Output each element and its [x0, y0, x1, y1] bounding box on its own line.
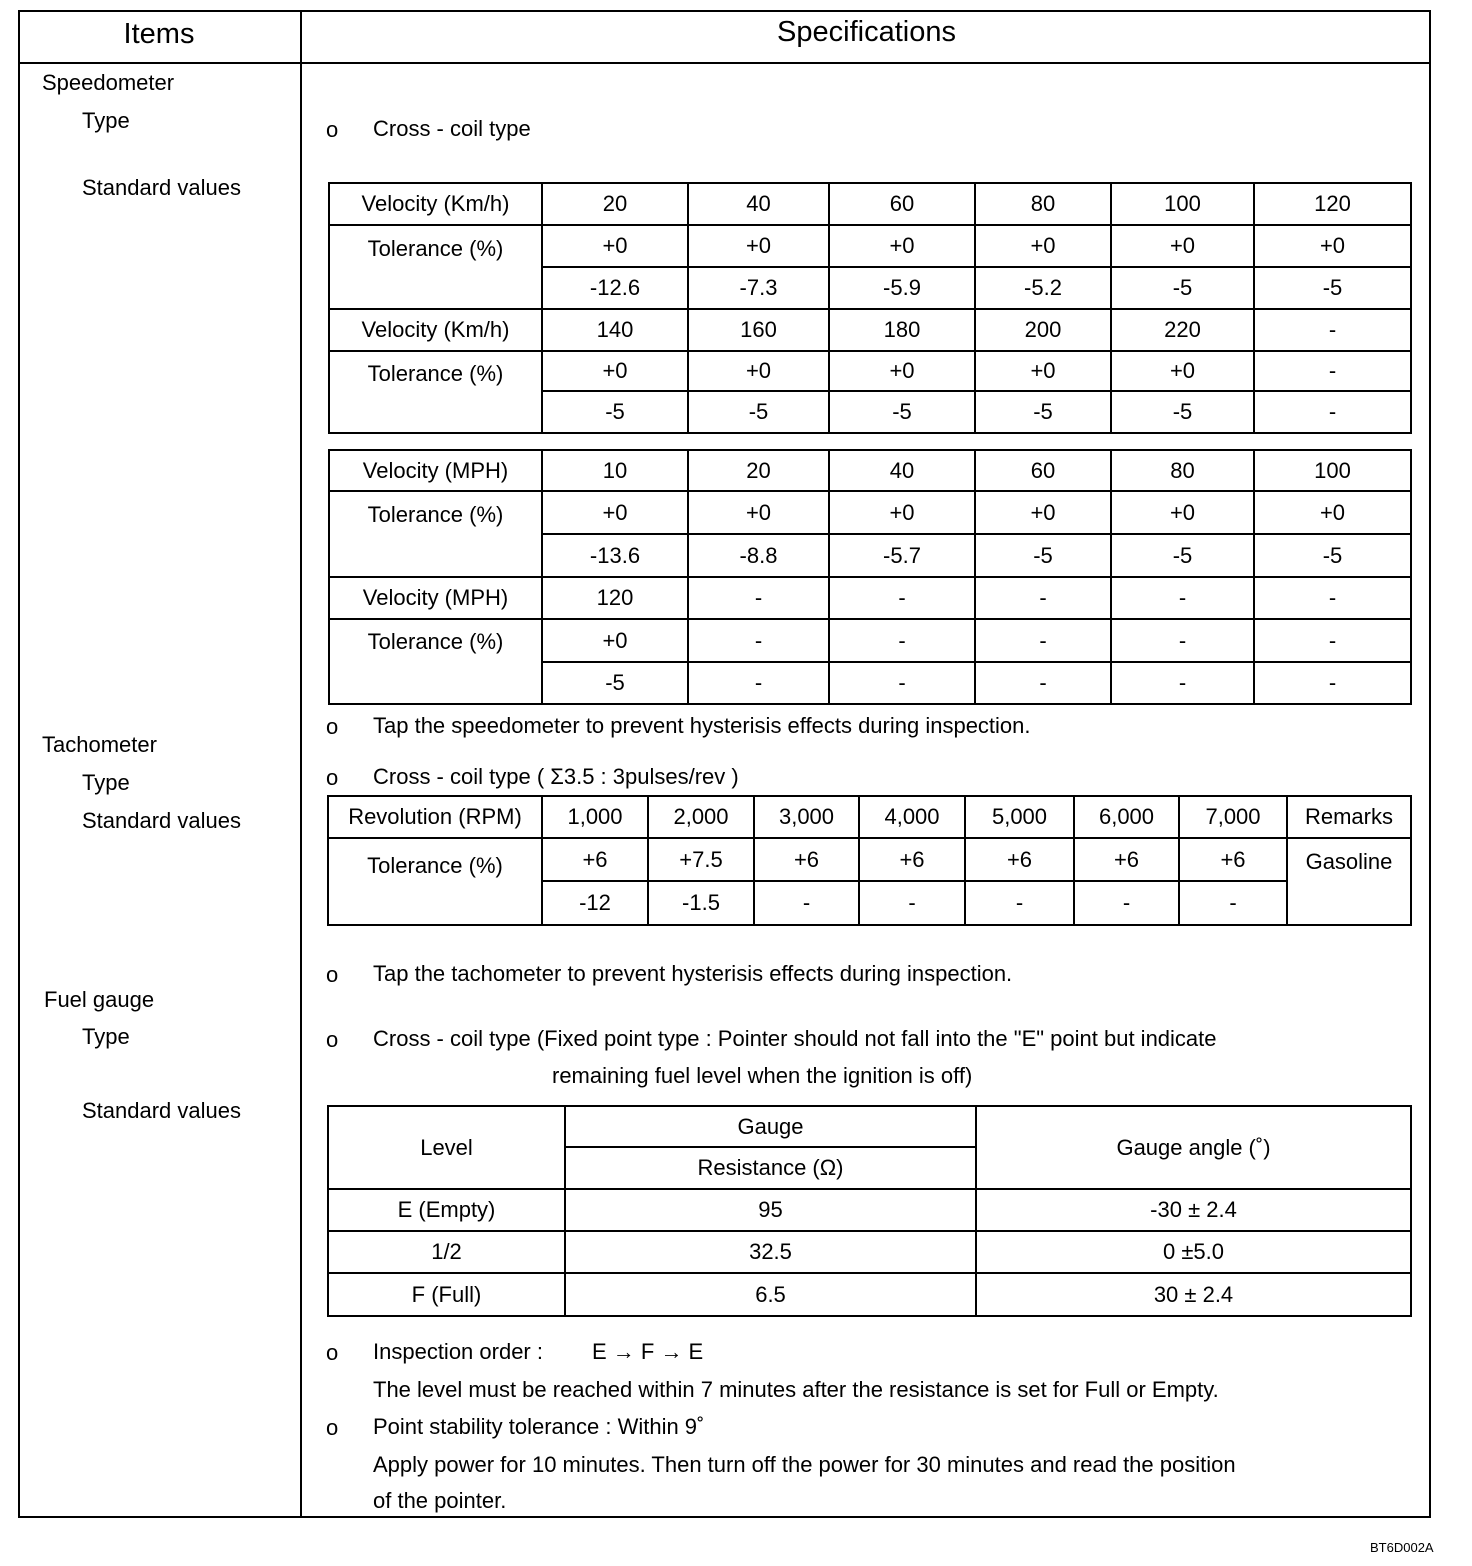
- table-cell: -5: [1254, 534, 1411, 577]
- table-cell: Tolerance (%): [329, 351, 542, 433]
- table-cell: -: [975, 619, 1111, 662]
- column-divider: [300, 10, 302, 1518]
- table-cell: Tolerance (%): [329, 491, 542, 577]
- table-cell: +0: [1111, 351, 1254, 391]
- table-cell: +0: [688, 351, 829, 391]
- table-cell: -5: [1111, 391, 1254, 433]
- table-cell: -5: [1254, 267, 1411, 309]
- table-cell: -: [688, 619, 829, 662]
- table-cell: -12: [542, 881, 648, 925]
- table-row: [329, 619, 1411, 662]
- table-cell: -: [1254, 662, 1411, 704]
- table-cell: Tolerance (%): [329, 619, 542, 704]
- table-cell: 6,000: [1074, 796, 1179, 838]
- table-cell: 40: [688, 183, 829, 225]
- table-cell: -: [859, 881, 965, 925]
- table-cell: -: [1254, 391, 1411, 433]
- table-cell: +0: [542, 225, 688, 267]
- table-cell: +0: [1111, 225, 1254, 267]
- table-cell: -5: [975, 391, 1111, 433]
- inspection-order-label: Inspection order :: [373, 1339, 543, 1364]
- bullet: o: [326, 117, 339, 142]
- table-cell: -5: [975, 534, 1111, 577]
- table-row: [328, 796, 1411, 838]
- table-cell: -: [754, 881, 859, 925]
- table-cell: Velocity (MPH): [329, 577, 542, 619]
- table-cell: +6: [965, 838, 1074, 881]
- bullet: o: [326, 765, 339, 790]
- table-cell: -5.7: [829, 534, 975, 577]
- table-cell: +0: [829, 351, 975, 391]
- table-cell: 60: [829, 183, 975, 225]
- table-cell: 1,000: [542, 796, 648, 838]
- table-cell: 160: [688, 309, 829, 351]
- table-cell: +0: [829, 225, 975, 267]
- table-cell: Gauge angle (˚): [976, 1106, 1411, 1189]
- table-cell: 32.5: [565, 1231, 976, 1273]
- table-cell: 120: [1254, 183, 1411, 225]
- table-cell: -: [829, 662, 975, 704]
- table-cell: 0 ±5.0: [976, 1231, 1411, 1273]
- table-cell: +6: [754, 838, 859, 881]
- items-header: Items: [123, 18, 195, 50]
- bullet: o: [326, 1340, 339, 1365]
- tachometer-label: Tachometer: [42, 732, 157, 757]
- stability-note-line1: Apply power for 10 minutes. Then turn off the power for 30 minutes and read the position: [373, 1452, 1236, 1477]
- tachometer-standard-label: Standard values: [82, 808, 241, 833]
- table-cell: 100: [1254, 450, 1411, 491]
- table-cell: -: [1111, 662, 1254, 704]
- table-cell: 10: [542, 450, 688, 491]
- table-cell: 2,000: [648, 796, 754, 838]
- table-cell: -30 ± 2.4: [976, 1189, 1411, 1231]
- table-cell: 60: [975, 450, 1111, 491]
- table-cell: +0: [688, 491, 829, 534]
- table-cell: 20: [688, 450, 829, 491]
- table-cell: -: [688, 662, 829, 704]
- table-cell: Level: [328, 1106, 565, 1189]
- table-cell: +0: [1111, 491, 1254, 534]
- specifications-header: Specifications: [777, 16, 956, 48]
- table-cell: -: [1254, 619, 1411, 662]
- table-cell: 100: [1111, 183, 1254, 225]
- table-cell: Tolerance (%): [329, 225, 542, 309]
- table-cell: -: [965, 881, 1074, 925]
- table-cell: Gauge: [565, 1106, 976, 1147]
- table-cell: 140: [542, 309, 688, 351]
- table-cell: 120: [542, 577, 688, 619]
- table-cell: 4,000: [859, 796, 965, 838]
- table-cell: -: [1254, 577, 1411, 619]
- tachometer-type-text: Cross - coil type ( Σ3.5 : 3pulses/rev ): [373, 764, 739, 789]
- fuel-type-label: Type: [82, 1024, 130, 1049]
- table-cell: 1/2: [328, 1231, 565, 1273]
- table-cell: Velocity (Km/h): [329, 309, 542, 351]
- table-cell: +0: [542, 619, 688, 662]
- header-divider: [18, 62, 1431, 64]
- speedometer-kmh-table: [328, 182, 1412, 434]
- table-cell: -5.9: [829, 267, 975, 309]
- table-row: [328, 1273, 1411, 1316]
- table-row: [328, 838, 1411, 881]
- table-row: [329, 491, 1411, 534]
- fuel-gauge-table: [327, 1105, 1412, 1317]
- bullet: o: [326, 1027, 339, 1052]
- speedometer-note: Tap the speedometer to prevent hysterisis effects during inspection.: [373, 713, 1031, 738]
- fuel-type-line1: Cross - coil type (Fixed point type : Pointer should not fall into the "E" point but indicate: [373, 1026, 1217, 1051]
- table-row: [329, 351, 1411, 391]
- table-cell: -: [1111, 577, 1254, 619]
- table-cell: -5.2: [975, 267, 1111, 309]
- table-cell: -: [688, 577, 829, 619]
- table-cell: 95: [565, 1189, 976, 1231]
- table-cell: Gasoline: [1287, 838, 1411, 925]
- table-row: [328, 1231, 1411, 1273]
- speedometer-type-label: Type: [82, 108, 130, 133]
- stability-note-line2: of the pointer.: [373, 1488, 507, 1513]
- table-cell: Velocity (MPH): [329, 450, 542, 491]
- inspection-order-note: The level must be reached within 7 minutes after the resistance is set for Full or Empty.: [373, 1377, 1219, 1402]
- table-cell: +0: [975, 225, 1111, 267]
- table-cell: -: [1254, 309, 1411, 351]
- table-cell: +0: [975, 351, 1111, 391]
- table-row: [328, 1106, 1411, 1147]
- table-cell: F (Full): [328, 1273, 565, 1316]
- table-cell: -5: [688, 391, 829, 433]
- bullet: o: [326, 1415, 339, 1440]
- table-cell: +6: [1179, 838, 1287, 881]
- table-cell: 3,000: [754, 796, 859, 838]
- table-cell: -5: [542, 391, 688, 433]
- table-cell: +6: [859, 838, 965, 881]
- speedometer-mph-table: [328, 449, 1412, 705]
- table-cell: -5: [1111, 534, 1254, 577]
- table-cell: -: [975, 577, 1111, 619]
- table-cell: -: [1111, 619, 1254, 662]
- tachometer-note: Tap the tachometer to prevent hysterisis effects during inspection.: [373, 961, 1013, 986]
- table-cell: -: [1074, 881, 1179, 925]
- table-cell: 200: [975, 309, 1111, 351]
- fuel-type-line2: remaining fuel level when the ignition is off): [552, 1063, 973, 1088]
- table-cell: +6: [1074, 838, 1179, 881]
- table-cell: Remarks: [1287, 796, 1411, 838]
- table-cell: 40: [829, 450, 975, 491]
- table-cell: E (Empty): [328, 1189, 565, 1231]
- table-cell: 80: [975, 183, 1111, 225]
- table-cell: -8.8: [688, 534, 829, 577]
- tachometer-table: [327, 795, 1412, 926]
- table-row: [328, 1189, 1411, 1231]
- stability-tolerance: Point stability tolerance : Within 9˚: [373, 1414, 705, 1439]
- table-cell: -13.6: [542, 534, 688, 577]
- table-cell: 20: [542, 183, 688, 225]
- table-cell: -12.6: [542, 267, 688, 309]
- table-cell: -7.3: [688, 267, 829, 309]
- table-cell: +0: [1254, 225, 1411, 267]
- table-cell: -: [829, 577, 975, 619]
- tachometer-type-label: Type: [82, 770, 130, 795]
- table-cell: -: [1254, 351, 1411, 391]
- table-cell: +0: [1254, 491, 1411, 534]
- fuel-gauge-label: Fuel gauge: [44, 987, 155, 1012]
- speedometer-standard-label: Standard values: [82, 175, 241, 200]
- fuel-standard-label: Standard values: [82, 1098, 241, 1123]
- table-cell: Resistance (Ω): [565, 1147, 976, 1189]
- table-cell: 30 ± 2.4: [976, 1273, 1411, 1316]
- table-cell: 5,000: [965, 796, 1074, 838]
- table-cell: -: [975, 662, 1111, 704]
- table-row: [329, 183, 1411, 225]
- table-cell: Velocity (Km/h): [329, 183, 542, 225]
- table-cell: 180: [829, 309, 975, 351]
- table-cell: 7,000: [1179, 796, 1287, 838]
- table-cell: -5: [542, 662, 688, 704]
- table-row: [329, 309, 1411, 351]
- table-cell: +0: [829, 491, 975, 534]
- table-cell: +6: [542, 838, 648, 881]
- inspection-order-sequence: E → F → E: [592, 1339, 704, 1364]
- speedometer-label: Speedometer: [42, 70, 175, 95]
- table-cell: +7.5: [648, 838, 754, 881]
- table-cell: +0: [542, 351, 688, 391]
- table-cell: 220: [1111, 309, 1254, 351]
- table-cell: +0: [688, 225, 829, 267]
- bullet: o: [326, 714, 339, 739]
- table-cell: Tolerance (%): [328, 838, 542, 925]
- table-cell: -: [1179, 881, 1287, 925]
- table-cell: -: [829, 619, 975, 662]
- table-row: [329, 577, 1411, 619]
- table-row: [329, 450, 1411, 491]
- bullet: o: [326, 962, 339, 987]
- table-cell: 80: [1111, 450, 1254, 491]
- table-cell: -1.5: [648, 881, 754, 925]
- table-row: [329, 225, 1411, 267]
- table-cell: +0: [542, 491, 688, 534]
- figure-code: BT6D002A: [1370, 1540, 1434, 1555]
- table-cell: -5: [1111, 267, 1254, 309]
- speedometer-type-text: Cross - coil type: [373, 116, 531, 141]
- table-cell: -5: [829, 391, 975, 433]
- table-cell: Revolution (RPM): [328, 796, 542, 838]
- table-cell: +0: [975, 491, 1111, 534]
- table-cell: 6.5: [565, 1273, 976, 1316]
